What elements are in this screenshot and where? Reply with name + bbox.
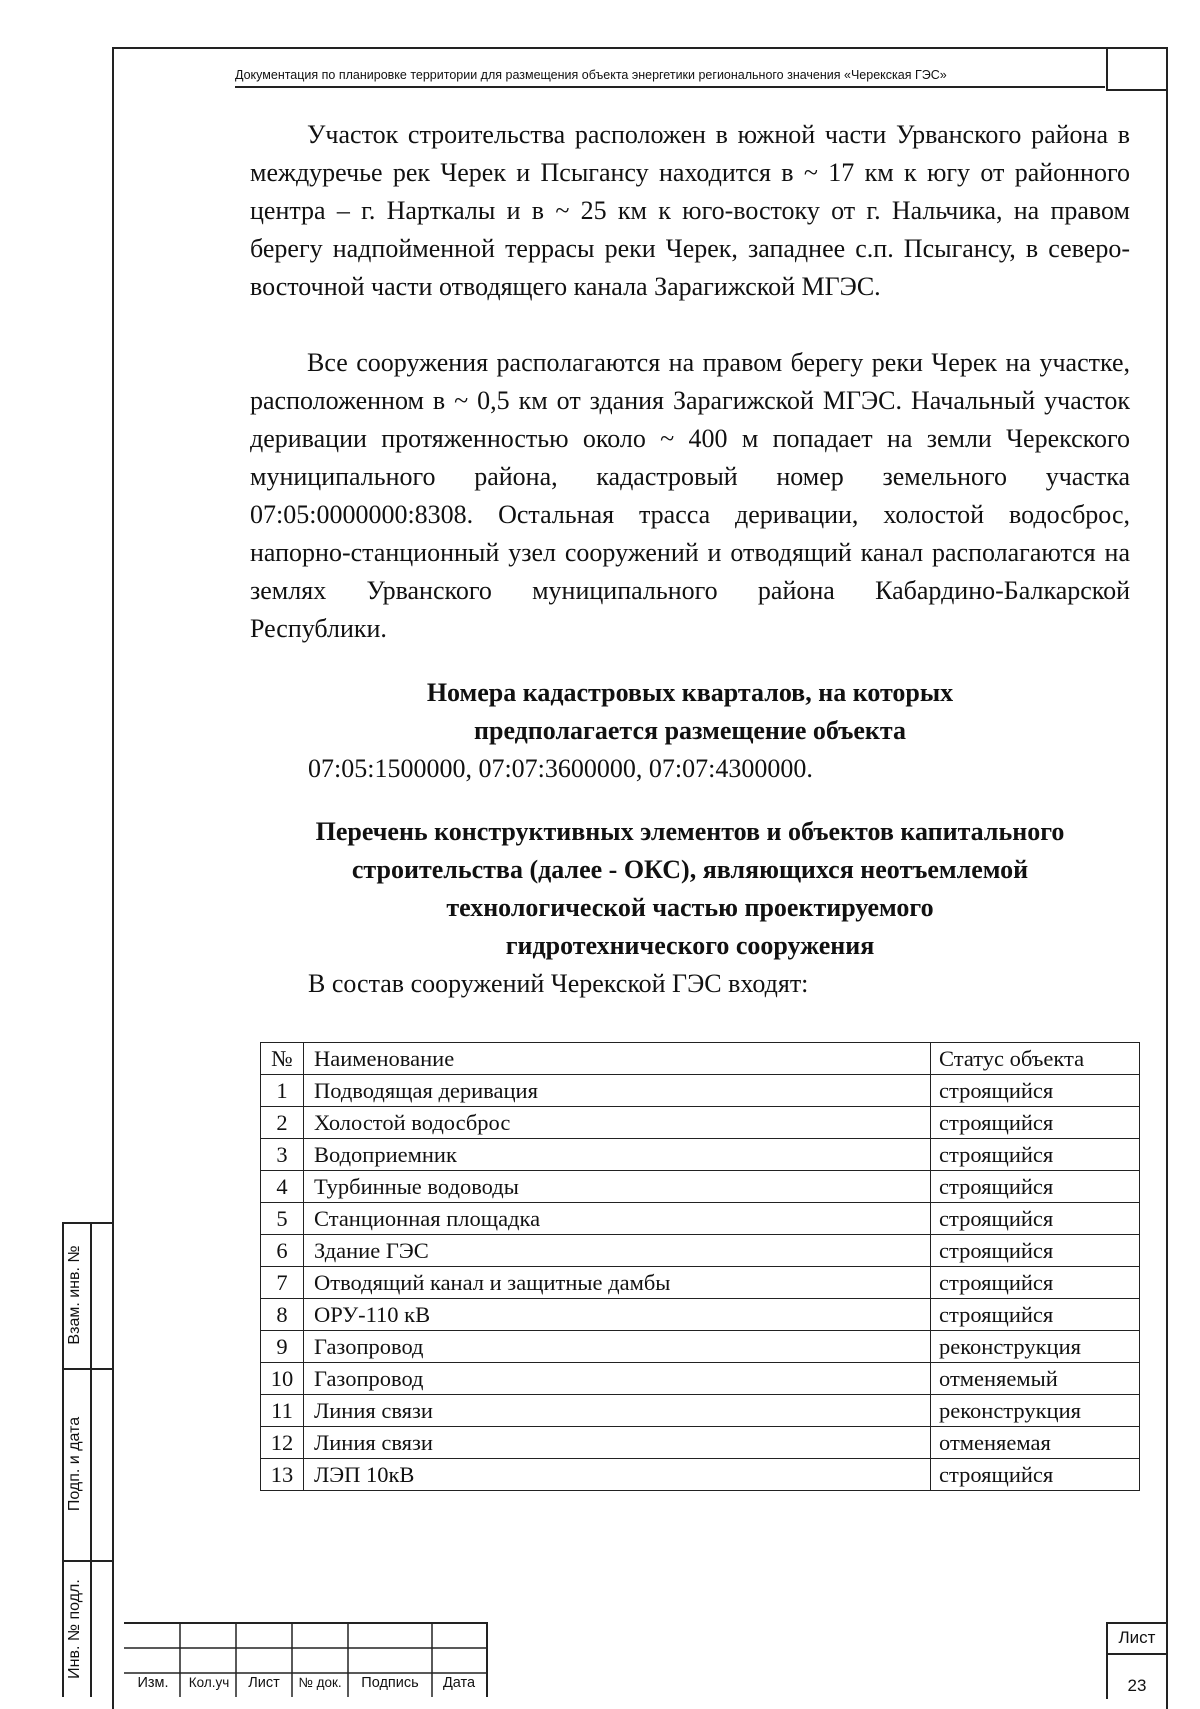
cadastral-heading-line1: Номера кадастровых кварталов, на которых bbox=[426, 678, 954, 707]
table-row bbox=[261, 1235, 1140, 1267]
row-name: Холостой водосброс bbox=[304, 1107, 931, 1139]
row-name: Водоприемник bbox=[304, 1139, 931, 1171]
substitute-inv-label: Взам. инв. № bbox=[66, 1245, 83, 1345]
row-status: строящийся bbox=[931, 1267, 1140, 1299]
list-heading-line2: строительства (далее - ОКС), являющихся неотъемлемой bbox=[351, 855, 1029, 884]
list-heading-line1: Перечень конструктивных элементов и объектов капитального bbox=[315, 817, 1065, 846]
stamp-col-sheet: Лист bbox=[248, 1675, 280, 1691]
paragraph-site-location: Участок строительства расположен в южной части Урванского района в междуречье рек Черек и Псыгансу находится в ~ 17 км к югу от районного центра – г. Нарткалы и в ~ 25 км к юго-востоку от г. Нальчика, на правом берегу надпойменной террасы реки Черек, западнее с.п. Псыгансу, в северо-восточной части отводящего канала Зарагижской МГЭС. bbox=[250, 120, 1130, 301]
row-name: Газопровод bbox=[304, 1363, 931, 1395]
sheet-number: 23 bbox=[1127, 1676, 1147, 1695]
row-name: Станционная площадка bbox=[304, 1203, 931, 1235]
row-num: 11 bbox=[261, 1395, 304, 1427]
table-row bbox=[261, 1331, 1140, 1363]
row-status: реконструкция bbox=[931, 1331, 1140, 1363]
row-status: строящийся bbox=[931, 1139, 1140, 1171]
row-num: 4 bbox=[261, 1171, 304, 1203]
paragraph-structures: Все сооружения располагаются на правом берегу реки Черек на участке, расположенном в ~ 0,5 км от здания Зарагижской МГЭС. Начальный участок деривации протяженностью около ~ 400 м попадает на земли Черекского муниципального района, кадастровый номер земельного участка 07:05:0000000:8308. Остальная трасса деривации, холостой водосброс, напорно-станционный узел сооружений и отводящий канал располагаются на землях Урванского муниципального района Кабардино-Балкарской Республики. bbox=[250, 348, 1130, 643]
row-name: Линия связи bbox=[304, 1395, 931, 1427]
row-num: 13 bbox=[261, 1459, 304, 1491]
list-heading-line4: гидротехнического сооружения bbox=[505, 931, 875, 960]
table-row bbox=[261, 1203, 1140, 1235]
row-num: 9 bbox=[261, 1331, 304, 1363]
sheet-label: Лист bbox=[1118, 1628, 1156, 1647]
sheet-number-box bbox=[1106, 1622, 1166, 1699]
row-status: строящийся bbox=[931, 1171, 1140, 1203]
row-name: Турбинные водоводы bbox=[304, 1171, 931, 1203]
row-status: отменяемый bbox=[931, 1363, 1140, 1395]
header-num: № bbox=[261, 1043, 304, 1075]
table-row bbox=[261, 1171, 1140, 1203]
row-num: 12 bbox=[261, 1427, 304, 1459]
row-num: 5 bbox=[261, 1203, 304, 1235]
row-num: 10 bbox=[261, 1363, 304, 1395]
table-row bbox=[261, 1107, 1140, 1139]
row-num: 8 bbox=[261, 1299, 304, 1331]
table-row bbox=[261, 1395, 1140, 1427]
stamp-col-doc: № док. bbox=[298, 1675, 342, 1690]
stamp-col-change: Изм. bbox=[137, 1675, 169, 1691]
table-row bbox=[261, 1459, 1140, 1491]
signature-date-label: Подп. и дата bbox=[66, 1416, 83, 1512]
list-heading-line3: технологической частью проектируемого bbox=[446, 893, 934, 922]
row-status: отменяемая bbox=[931, 1427, 1140, 1459]
cadastral-numbers: 07:05:1500000, 07:07:3600000, 07:07:4300000. bbox=[308, 754, 813, 783]
stamp-col-date: Дата bbox=[442, 1675, 476, 1691]
document-header: Документация по планировке территории для размещения объекта энергетики регионального значения «Черекская ГЭС» bbox=[235, 68, 1105, 88]
row-num: 7 bbox=[261, 1267, 304, 1299]
row-num: 1 bbox=[261, 1075, 304, 1107]
row-name: ОРУ-110 кВ bbox=[304, 1299, 931, 1331]
stamp-right-border bbox=[486, 1622, 488, 1697]
row-status: строящийся bbox=[931, 1075, 1140, 1107]
row-name: ЛЭП 10кВ bbox=[304, 1459, 931, 1491]
cadastral-heading-line2: предполагается размещение объекта bbox=[474, 716, 906, 745]
header-status: Статус объекта bbox=[931, 1043, 1140, 1075]
original-inv-label: Инв. № подл. bbox=[66, 1578, 83, 1679]
row-name: Подводящая деривация bbox=[304, 1075, 931, 1107]
header-name: Наименование bbox=[304, 1043, 931, 1075]
row-name: Здание ГЭС bbox=[304, 1235, 931, 1267]
table-row bbox=[261, 1075, 1140, 1107]
header-corner-box bbox=[1106, 47, 1166, 91]
row-status: строящийся bbox=[931, 1235, 1140, 1267]
row-num: 6 bbox=[261, 1235, 304, 1267]
row-name: Газопровод bbox=[304, 1331, 931, 1363]
row-num: 2 bbox=[261, 1107, 304, 1139]
table-row bbox=[261, 1299, 1140, 1331]
row-name: Отводящий канал и защитные дамбы bbox=[304, 1267, 931, 1299]
row-name: Линия связи bbox=[304, 1427, 931, 1459]
row-status: реконструкция bbox=[931, 1395, 1140, 1427]
row-status: строящийся bbox=[931, 1299, 1140, 1331]
stamp-col-signature: Подпись bbox=[361, 1675, 419, 1691]
table-row bbox=[261, 1427, 1140, 1459]
row-num: 3 bbox=[261, 1139, 304, 1171]
row-status: строящийся bbox=[931, 1203, 1140, 1235]
row-status: строящийся bbox=[931, 1107, 1140, 1139]
sheet-separator bbox=[1108, 1653, 1166, 1655]
stamp-col-count: Кол.уч bbox=[188, 1675, 230, 1690]
row-status: строящийся bbox=[931, 1459, 1140, 1491]
composition-intro: В состав сооружений Черекской ГЭС входят: bbox=[308, 969, 809, 998]
table-header-row bbox=[261, 1043, 1140, 1075]
table-row bbox=[261, 1267, 1140, 1299]
table-row bbox=[261, 1139, 1140, 1171]
structures-table bbox=[260, 1042, 1140, 1491]
table-row bbox=[261, 1363, 1140, 1395]
